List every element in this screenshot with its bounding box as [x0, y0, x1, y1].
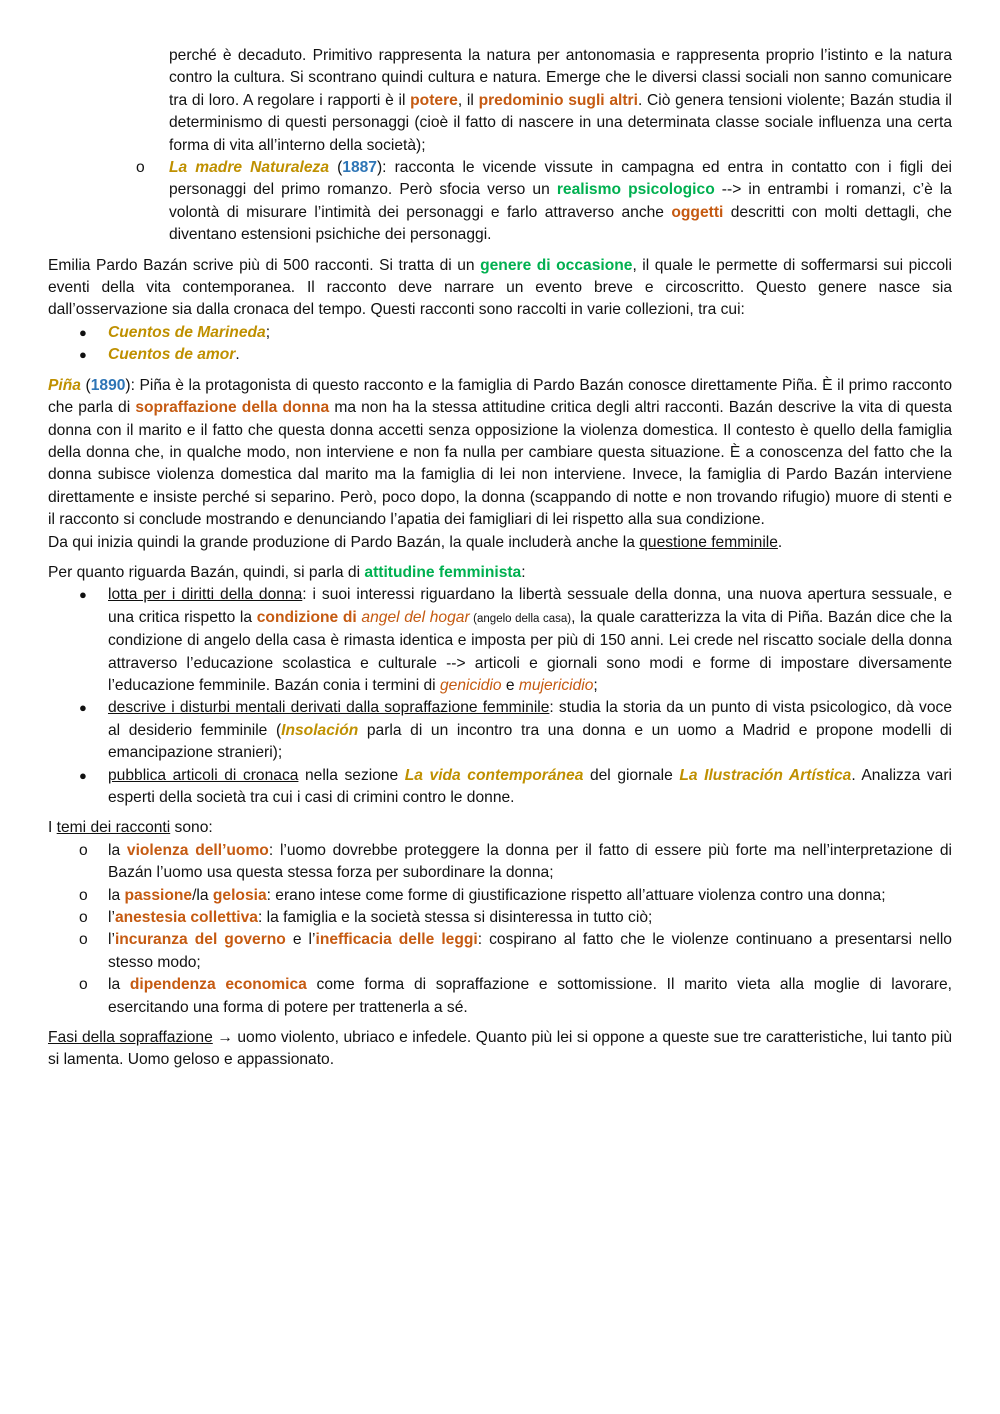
underlined-term: pubblica articoli di cronaca: [108, 766, 299, 784]
text: : studia la storia da un punto di vista psicologico, dà voce al desiderio femminile (: [108, 699, 952, 739]
list-item: [79, 974, 952, 1019]
text: , il quale le permette di soffermarsi sui piccoli eventi della vita contemporanea. Il racconto deve narrare un evento breve e circoscritto. Questo genere nasce sia dall’osservazione sia dalla cronaca del tempo. Questi racconti sono raccolti in varie collezioni, tra cui:: [48, 256, 952, 319]
underlined-term: lotta per i diritti della donna: [108, 586, 303, 604]
arrow-right-icon: →: [212, 1029, 238, 1047]
paragraph-produzione: [48, 532, 952, 554]
text: parla di un incontro tra una donna e un uomo a Madrid e propone modelli di emancipazione stranieri);: [108, 721, 952, 762]
work-title: La vida contemporánea: [404, 766, 584, 784]
underlined-term: questione femminile: [639, 533, 778, 551]
text: /la: [192, 886, 213, 904]
text: : cospirano al fatto che le violenze continuano a presentarsi nello stesso modo;: [108, 931, 952, 971]
paragraph-racconti: [48, 255, 952, 322]
work-title: Insolación: [281, 721, 359, 739]
underlined-term: Fasi della sopraffazione: [48, 1029, 213, 1047]
highlight-term: violenza dell’uomo: [126, 841, 269, 859]
italic-term: mujericidio: [518, 676, 594, 694]
circle-bullet-icon: o: [79, 841, 88, 859]
text: descritti con molti dettagli, che diventano estensioni psichiche dei personaggi.: [169, 203, 952, 244]
list-item: [79, 907, 952, 929]
highlight-term: inefficacia delle leggi: [315, 931, 478, 949]
highlight-term: gelosia: [212, 886, 267, 904]
text: : la famiglia e la società stessa si disinteressa in tutto ciò;: [257, 909, 653, 927]
small-note: (angelo della casa): [469, 612, 572, 625]
text: (: [80, 376, 91, 394]
list-item: [79, 929, 952, 974]
text: .: [235, 346, 240, 364]
text: l’: [108, 909, 115, 927]
text: ): Piña è la protagonista di questo racconto e la famiglia di Pardo Bazán conosce direttamente Piña. È il primo racconto che parla di: [48, 376, 952, 417]
text: Emilia Pardo Bazán scrive più di 500 racconti. Si tratta di un: [48, 256, 481, 274]
circle-bullet-icon: o: [79, 976, 88, 994]
highlight-term: incuranza del governo: [114, 931, 286, 949]
list-item: [79, 344, 952, 366]
highlight-genere: genere di occasione: [480, 256, 633, 274]
collections-list: [48, 322, 952, 367]
highlight-term: dipendenza economica: [129, 976, 307, 994]
paragraph-fasi: [48, 1027, 952, 1072]
work-title: La Ilustración Artística: [679, 766, 852, 784]
highlight-condizione: condizione di: [256, 608, 362, 626]
text: la: [108, 976, 130, 994]
text: Per quanto riguarda Bazán, quindi, si parla di: [48, 563, 365, 581]
paragraph-femminista: [48, 562, 952, 584]
text: e l’: [285, 931, 316, 949]
circle-bullet-icon: o: [79, 886, 88, 904]
year: 1887: [342, 159, 377, 177]
list-item-madre-naturaleza: [136, 157, 952, 247]
text: ;: [265, 323, 271, 341]
text: . Ciò genera tensioni violente; Bazán studia il determinismo di questi personaggi (cioè il fatto di nascere in una determinata classe sociale influenza una certa forma di vita all’interno della società);: [169, 91, 952, 154]
text: ): racconta le vicende vissute in campagna ed entra in contatto con i figli dei personaggi del primo romanzo. Però sfocia verso un: [169, 159, 952, 199]
highlight-sopraffazione: sopraffazione della donna: [135, 399, 330, 417]
italic-term: genicidio: [439, 676, 502, 694]
highlight-predominio: predominio sugli altri: [478, 91, 638, 109]
bullet-icon: ●: [79, 324, 87, 340]
list-item: [79, 840, 952, 885]
text: del giornale: [583, 766, 680, 784]
bullet-icon: ●: [79, 347, 87, 363]
list-item: [79, 584, 952, 697]
work-title: Piña: [48, 376, 81, 394]
text: (: [329, 159, 343, 177]
highlight-oggetti: oggetti: [671, 203, 724, 221]
text: : erano intese come forme di giustificazione rispetto all’attuare violenza contro una donna;: [266, 886, 886, 904]
text: ;: [593, 676, 598, 694]
text: : i suoi interessi riguardano la libertà sessuale della donna, una nuova apertura sessuale, e una critica rispetto la: [108, 586, 952, 626]
text: --> in entrambi i romanzi, c’è la volontà di misurare l’intimità dei personaggi e farlo attraverso anche: [169, 181, 952, 221]
highlight-potere: potere: [410, 91, 458, 109]
text: :: [521, 563, 526, 581]
list-item: [79, 765, 952, 810]
circle-bullet-icon: o: [79, 931, 88, 949]
text: , il: [457, 91, 479, 109]
work-title: La madre Naturaleza: [169, 159, 330, 177]
highlight-realismo: realismo psicologico: [556, 181, 715, 199]
text: la: [108, 886, 125, 904]
text: uomo violento, ubriaco e infedele. Quanto più lei si oppone a queste sue tre caratteristiche, lui tanto più si lamenta. Uomo geloso e appassionato.: [48, 1029, 952, 1069]
underlined-term: temi dei racconti: [56, 819, 171, 837]
bullet-icon: ●: [79, 587, 87, 603]
paragraph-pina: [48, 375, 952, 532]
underlined-term: descrive i disturbi mentali derivati dalla sopraffazione femminile: [108, 699, 550, 717]
document-page: [48, 45, 952, 1072]
text: sono:: [170, 819, 213, 837]
text: come forma di sopraffazione e sottomissione. Il marito vieta alla moglie di lavorare, esercitando una forma di potere per trattenerla a sé.: [108, 976, 952, 1016]
text: I: [48, 819, 57, 837]
list-item: [79, 322, 952, 344]
text: . Analizza vari esperti della società tra cui i casi di crimini contro le donne.: [108, 766, 952, 806]
collection-title: Cuentos de Marineda: [108, 323, 266, 341]
paragraph-temi: [48, 817, 952, 839]
themes-list: [48, 840, 952, 1019]
bullet-icon: ●: [79, 767, 87, 783]
collection-title: Cuentos de amor: [108, 346, 236, 364]
list-item: [79, 697, 952, 764]
highlight-attitudine: attitudine femminista: [364, 563, 522, 581]
text: ma non ha la stessa attitudine critica degli altri racconti. Bazán descrive la vita di questa donna con il marito e il fatto che questa donna accetti senza opposizione la violenza domestica. Il contesto è quello della famiglia della donna che, in qualche modo, non interviene e non fa nulla per cambiare questa situazione. È a conoscenza del fatto che la donna subisce violenza domestica dal marito ma la famiglia di lei non interviene. Invece, la famiglia di Pardo Bazán interviene direttamente e insiste perché si separino. Però, poco dopo, la donna (scappando di notte e non trovando rifugio) muore di stenti e il racconto si conclude mostrando e denunciando l’apatia dei famigliari di lei rispetto alla sua condizione.: [48, 399, 952, 529]
text: e: [501, 676, 519, 694]
year: 1890: [90, 376, 126, 394]
text: .: [777, 533, 783, 551]
text: la: [108, 841, 127, 859]
text: perché è decaduto. Primitivo rappresenta la natura per antonomasia e rappresenta proprio l’istinto e la natura contro la cultura. Si scontrano quindi cultura e natura. Emerge che le diversi classi sociali non sanno comunicare tra di loro. A regolare i rapporti è il: [169, 47, 952, 109]
text: nella sezione: [298, 766, 405, 784]
highlight-term: anestesia collettiva: [114, 909, 258, 927]
highlight-term: passione: [124, 886, 193, 904]
paragraph-primitivo: [169, 45, 952, 157]
text: , la quale caratterizza la vita di Piña. Bazán dice che la condizione di angelo della casa è rimasta identica e imposta per più di 150 anni. Lei crede nel riscatto sociale della donna attraverso l’educazione scolastica e culturale --> articoli e giornali sono modi e forme di impostare diversamente l’educazione femminile. Bazán conia i termini di: [108, 608, 952, 694]
bullet-icon: ●: [79, 700, 87, 716]
text: : l’uomo dovrebbe proteggere la donna per il fatto di essere più forte ma nell’interpretazione di Bazán l’uomo usa questa stessa forza per subordinare la donna;: [108, 841, 952, 882]
text: l’: [108, 931, 115, 949]
list-item: [79, 885, 952, 907]
feminist-list: [48, 584, 952, 809]
circle-bullet-icon: o: [136, 159, 145, 177]
text: Da qui inizia quindi la grande produzione di Pardo Bazán, la quale includerà anche la: [48, 533, 640, 551]
circle-bullet-icon: o: [79, 909, 88, 927]
italic-term: angel del hogar: [361, 608, 470, 626]
